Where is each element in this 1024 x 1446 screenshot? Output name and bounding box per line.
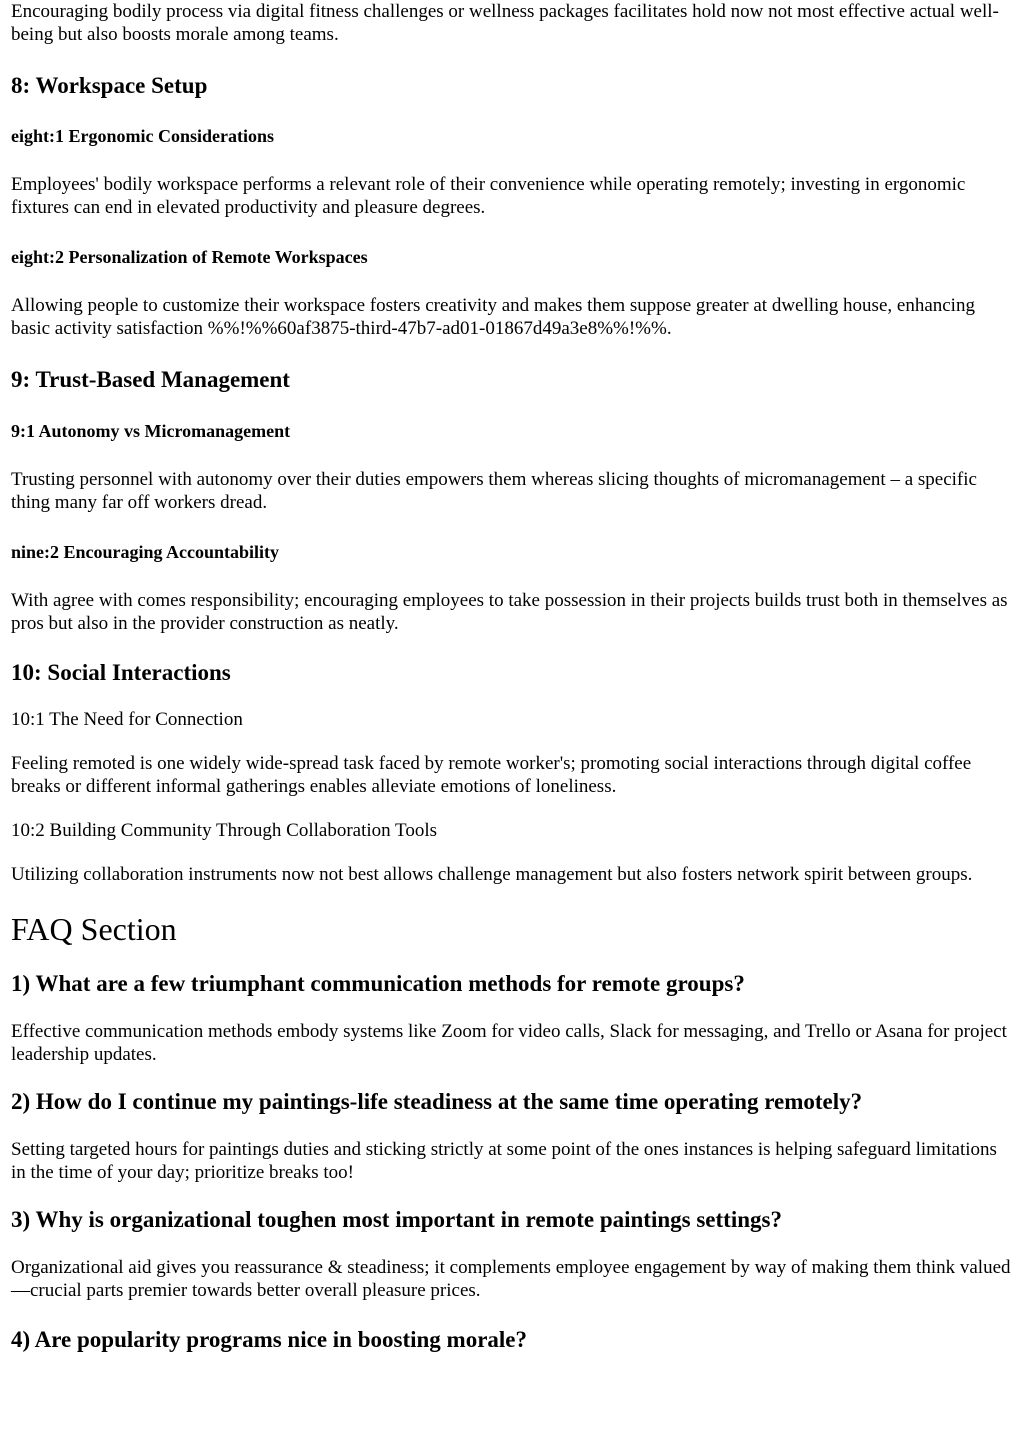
faq-answer-1: Effective communication methods embody systems like Zoom for video calls, Slack for messaging, and Trello or Asana for project leadership updates. xyxy=(11,1021,1007,1065)
faq-question-1: 1) What are a few triumphant communication methods for remote groups? xyxy=(11,971,745,996)
section-9-heading: 9: Trust-Based Management xyxy=(11,367,290,392)
section-10-2-heading: 10:2 Building Community Through Collaboration Tools xyxy=(11,820,438,841)
faq-answer-2: Setting targeted hours for paintings duties and sticking strictly at some point of the ones instances is helping safeguard limitations in the time of your day; prioritize breaks too! xyxy=(11,1139,997,1183)
section-10-heading: 10: Social Interactions xyxy=(11,660,231,685)
section-8-1-paragraph: Employees' bodily workspace performs a relevant role of their convenience while operating remotely; investing in ergonomic fixtures can end in elevated productivity and pleasure degrees. xyxy=(11,174,966,218)
section-8-2-paragraph: Allowing people to customize their workspace fosters creativity and makes them suppose greater at dwelling house, enhancing basic activity satisfaction %%!%%60af3875-third-47b7-ad01-01867d49a3e8%%!%%. xyxy=(11,295,975,339)
section-10-1-heading: 10:1 The Need for Connection xyxy=(11,709,243,730)
section-9-1-heading: 9:1 Autonomy vs Micromanagement xyxy=(11,421,291,441)
faq-question-4: 4) Are popularity programs nice in boosting morale? xyxy=(11,1327,528,1352)
faq-answer-3: Organizational aid gives you reassurance & steadiness; it complements employee engagement by way of making them think valued—crucial parts premier towards better overall pleasure prices. xyxy=(11,1257,1011,1301)
section-8-1-heading: eight:1 Ergonomic Considerations xyxy=(11,126,274,146)
section-9-2-paragraph: With agree with comes responsibility; encouraging employees to take possession in their projects builds trust both in themselves as pros but also in the provider construction as neatly. xyxy=(11,590,1008,634)
section-8-2-heading: eight:2 Personalization of Remote Workspaces xyxy=(11,247,368,267)
faq-title: FAQ Section xyxy=(11,911,177,947)
faq-question-2: 2) How do I continue my paintings-life steadiness at the same time operating remotely? xyxy=(11,1089,863,1114)
section-9-1-paragraph: Trusting personnel with autonomy over their duties empowers them whereas slicing thoughts of micromanagement – a specific thing many far off workers dread. xyxy=(11,469,977,513)
section-10-1-paragraph: Feeling remoted is one widely wide-spread task faced by remote worker's; promoting social interactions through digital coffee breaks or different informal gatherings enables alleviate emotions of loneliness. xyxy=(11,753,972,797)
section-9-2-heading: nine:2 Encouraging Accountability xyxy=(11,542,280,562)
section-10-2-paragraph: Utilizing collaboration instruments now not best allows challenge management but also fosters network spirit between groups. xyxy=(11,864,973,885)
faq-question-3: 3) Why is organizational toughen most important in remote paintings settings? xyxy=(11,1207,782,1232)
intro-paragraph: Encouraging bodily process via digital fitness challenges or wellness packages facilitates hold now not most effective actual well-being but also boosts morale among teams. xyxy=(11,1,999,45)
section-8-heading: 8: Workspace Setup xyxy=(11,73,208,98)
